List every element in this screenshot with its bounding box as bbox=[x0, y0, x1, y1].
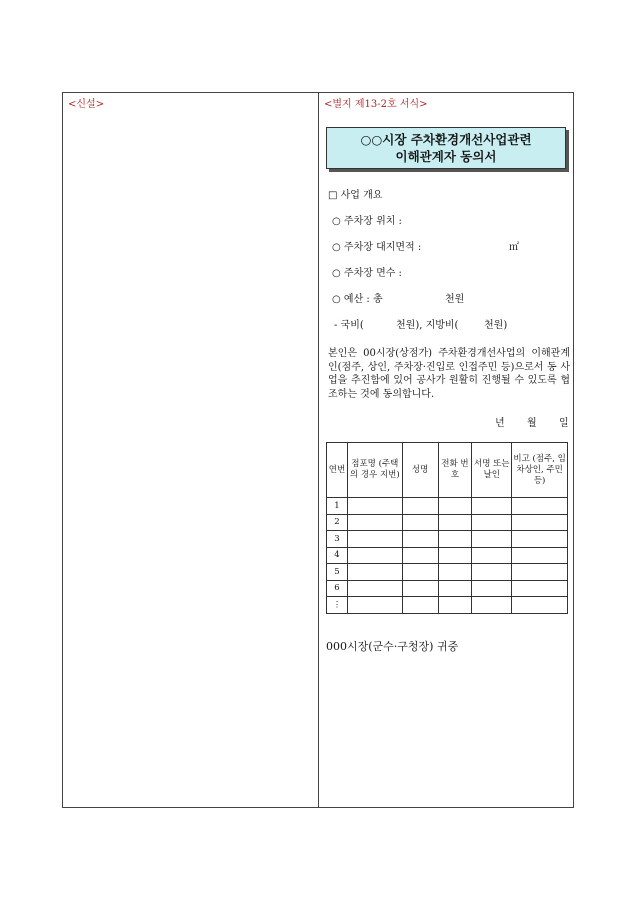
store-cell[interactable] bbox=[347, 498, 402, 515]
overview-heading: □ 사업 개요 bbox=[328, 190, 383, 201]
name-cell[interactable] bbox=[402, 597, 438, 614]
budget-label: ○ 예산 : 총 bbox=[332, 294, 383, 305]
form-number-tag: <별지 제13-2호 서식> bbox=[324, 99, 428, 110]
area-unit: ㎡ bbox=[509, 242, 519, 253]
name-cell[interactable] bbox=[402, 498, 438, 515]
date-year: 년 bbox=[495, 418, 505, 429]
signature-cell[interactable] bbox=[472, 580, 512, 597]
name-cell[interactable] bbox=[402, 580, 438, 597]
table-row bbox=[327, 498, 568, 515]
funding-breakdown bbox=[334, 316, 508, 331]
header-signature: 서명 또는 날인 bbox=[472, 443, 512, 498]
budget-unit: 천원 bbox=[445, 294, 465, 305]
parking-area bbox=[332, 238, 519, 253]
phone-cell[interactable] bbox=[438, 580, 472, 597]
row-number: 2 bbox=[327, 514, 348, 531]
name-cell[interactable] bbox=[402, 547, 438, 564]
table-header-row bbox=[327, 443, 568, 498]
row-number: 4 bbox=[327, 547, 348, 564]
store-cell[interactable] bbox=[347, 564, 402, 581]
date-day: 일 bbox=[559, 418, 569, 429]
signature-cell[interactable] bbox=[472, 564, 512, 581]
remarks-cell[interactable] bbox=[512, 580, 568, 597]
funding-local: 천원), 지방비( bbox=[396, 320, 459, 331]
phone-cell[interactable] bbox=[438, 498, 472, 515]
signature-cell[interactable] bbox=[472, 498, 512, 515]
funding-close: 천원) bbox=[484, 320, 508, 331]
row-number: 5 bbox=[327, 564, 348, 581]
remarks-cell[interactable] bbox=[512, 547, 568, 564]
form-title-line1: ○○시장 주차환경개선사업관련 bbox=[360, 132, 532, 147]
form-title-box bbox=[326, 127, 566, 169]
store-cell[interactable] bbox=[347, 597, 402, 614]
header-store: 점포명 (주택의 경우 지번) bbox=[347, 443, 402, 498]
signature-table bbox=[326, 442, 568, 614]
name-cell[interactable] bbox=[402, 531, 438, 548]
table-row bbox=[327, 547, 568, 564]
addressee: 000시장(군수·구청장) 귀중 bbox=[326, 640, 459, 653]
store-cell[interactable] bbox=[347, 580, 402, 597]
remarks-cell[interactable] bbox=[512, 498, 568, 515]
table-row bbox=[327, 597, 568, 614]
table-row bbox=[327, 514, 568, 531]
signature-cell[interactable] bbox=[472, 514, 512, 531]
form-title-line2: 이해관계자 동의서 bbox=[395, 149, 497, 164]
row-number: 3 bbox=[327, 531, 348, 548]
table-row bbox=[327, 531, 568, 548]
header-remarks: 비고 (점주, 임차상인, 주민 등) bbox=[512, 443, 568, 498]
signature-cell[interactable] bbox=[472, 531, 512, 548]
phone-cell[interactable] bbox=[438, 597, 472, 614]
name-cell[interactable] bbox=[402, 564, 438, 581]
funding-national: - 국비( bbox=[334, 320, 364, 331]
table-row bbox=[327, 564, 568, 581]
column-divider bbox=[318, 92, 319, 808]
parking-area-label: ○ 주차장 대지면적 : bbox=[332, 242, 422, 253]
phone-cell[interactable] bbox=[438, 564, 472, 581]
budget bbox=[332, 290, 465, 305]
new-tag: <신설> bbox=[68, 99, 105, 110]
remarks-cell[interactable] bbox=[512, 564, 568, 581]
remarks-cell[interactable] bbox=[512, 531, 568, 548]
header-seq: 연번 bbox=[327, 443, 348, 498]
header-phone: 전화 번호 bbox=[438, 443, 472, 498]
signature-cell[interactable] bbox=[472, 597, 512, 614]
remarks-cell[interactable] bbox=[512, 597, 568, 614]
phone-cell[interactable] bbox=[438, 514, 472, 531]
row-number: 6 bbox=[327, 580, 348, 597]
remarks-cell[interactable] bbox=[512, 514, 568, 531]
table-row bbox=[327, 580, 568, 597]
store-cell[interactable] bbox=[347, 514, 402, 531]
header-name: 성명 bbox=[402, 443, 438, 498]
row-number: 1 bbox=[327, 498, 348, 515]
parking-count: ○ 주차장 면수 : bbox=[332, 268, 402, 279]
date-month: 월 bbox=[527, 418, 537, 429]
store-cell[interactable] bbox=[347, 531, 402, 548]
phone-cell[interactable] bbox=[438, 547, 472, 564]
row-number: ⋮ bbox=[327, 597, 348, 614]
consent-statement: 본인은 00시장(상점가) 주차환경개선사업의 이해관계인(점주, 상인, 주차장·진입로 인접주민 등)으로서 동 사업을 추진함에 있어 공사가 원활히 진행될 수 있도록 협조하는 것에 동의합니다. bbox=[328, 348, 570, 400]
name-cell[interactable] bbox=[402, 514, 438, 531]
parking-location: ○ 주차장 위치 : bbox=[332, 216, 402, 227]
store-cell[interactable] bbox=[347, 547, 402, 564]
signature-cell[interactable] bbox=[472, 547, 512, 564]
phone-cell[interactable] bbox=[438, 531, 472, 548]
